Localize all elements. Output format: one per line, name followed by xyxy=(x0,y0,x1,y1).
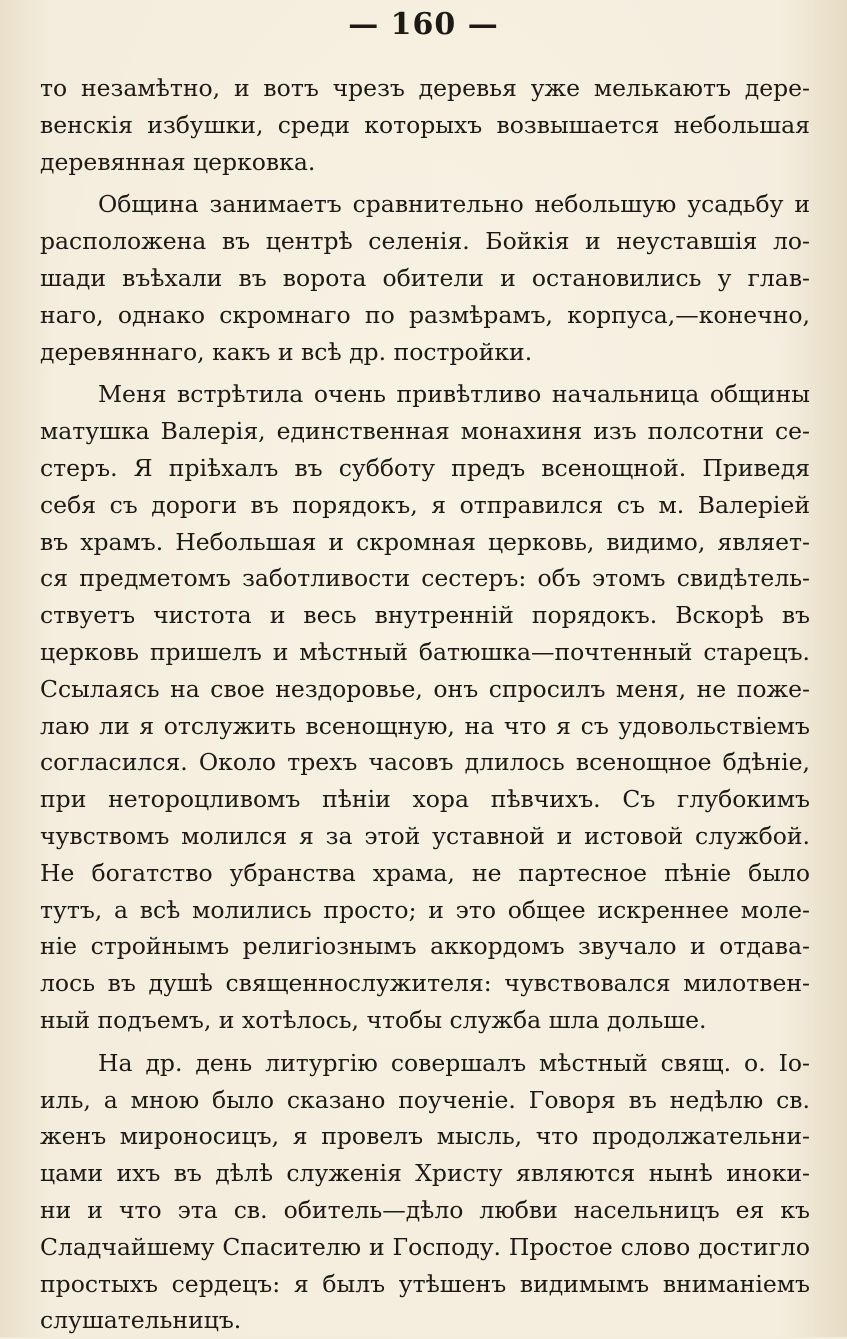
paragraph-2 xyxy=(40,186,810,370)
text-line: ся предметомъ заботливости сестеръ: объ этомъ свидѣтель- xyxy=(40,564,810,593)
text-line: шади въѣхали въ ворота обители и остановились у глав- xyxy=(40,263,810,292)
text-line: Меня встрѣтила очень привѣтливо начальница общины xyxy=(98,380,810,409)
text-line: венскія избушки, среди которыхъ возвышается небольшая xyxy=(40,110,810,139)
text-line: чувствомъ молился я за этой уставной и истовой службой. xyxy=(40,821,810,850)
text-line: матушка Валерія, единственная монахиня изъ полсотни се- xyxy=(40,417,810,446)
text-line: слушательницъ. xyxy=(40,1306,242,1335)
text-line: тутъ, а всѣ молились просто; и это общее искреннее моле- xyxy=(40,895,810,924)
text-line: Сладчайшему Спасителю и Господу. Простое слово достигло xyxy=(40,1232,810,1261)
text-line: На др. день литургію совершалъ мѣстный свящ. о. Іо- xyxy=(98,1048,810,1077)
text-line: иль, а мною было сказано поученіе. Говоря въ недѣлю св. xyxy=(40,1085,810,1114)
text-line: согласился. Около трехъ часовъ длилось всенощное бдѣніе, xyxy=(40,748,810,777)
text-line: женъ мироносицъ, я провелъ мысль, что продолжательни- xyxy=(40,1122,810,1151)
text-line: простыхъ сердецъ: я былъ утѣшенъ видимымъ вниманіемъ xyxy=(40,1269,810,1298)
paragraph-4 xyxy=(40,1045,810,1339)
text-line: то незамѣтно, и вотъ чрезъ деревья уже мелькаютъ дере- xyxy=(40,74,810,102)
text-line: ніе стройнымъ религіознымъ аккордомъ звучало и отдава- xyxy=(40,932,810,961)
text-line: лаю ли я отслужить всенощную, на что я съ удовольствіемъ xyxy=(40,711,810,740)
text-line: наго, однако скромнаго по размѣрамъ, корпуса,—конечно, xyxy=(40,300,810,329)
text-line: въ храмъ. Небольшая и скромная церковь, видимо, являет- xyxy=(40,527,810,556)
text-line: деревяннаго, какъ и всѣ др. постройки. xyxy=(40,337,533,366)
text-line: церковь пришелъ и мѣстный батюшка—почтенный старецъ. xyxy=(40,637,810,666)
text-line: цами ихъ въ дѣлѣ служенія Христу являются нынѣ иноки- xyxy=(40,1159,810,1188)
text-line: себя съ дороги въ порядокъ, я отправился съ м. Валеріей xyxy=(40,490,810,519)
page-number: — 160 — xyxy=(348,7,499,42)
text-line: ствуетъ чистота и весь внутренній порядокъ. Вскорѣ въ xyxy=(40,601,810,630)
text-line: ни и что эта св. обитель—дѣло любви насельницъ ея къ xyxy=(40,1195,810,1224)
text-line: ный подъемъ, и хотѣлось, чтобы служба шла дольше. xyxy=(40,1005,707,1034)
text-line: при нетороцливомъ пѣніи хора пѣвчихъ. Съ глубокимъ xyxy=(40,785,810,814)
paragraph-1 xyxy=(40,70,810,180)
paragraph-3 xyxy=(40,376,810,1038)
text-line: деревянная церковка. xyxy=(40,147,316,176)
text-line: лось въ душѣ священнослужителя: чувствовался милотвен- xyxy=(40,969,810,998)
text-line: расположена въ центрѣ селенія. Бойкія и неуставшія ло- xyxy=(40,227,810,256)
text-line: Не богатство убранства храма, не партесное пѣніе было xyxy=(40,858,810,887)
text-line: Община занимаетъ сравнительно небольшую усадьбу и xyxy=(98,190,810,219)
body-text xyxy=(40,70,810,1339)
text-line: стеръ. Я пріѣхалъ въ субботу предъ всенощной. Приведя xyxy=(40,453,810,482)
text-line: Ссылаясь на свое нездоровье, онъ спросилъ меня, не поже- xyxy=(40,674,810,703)
